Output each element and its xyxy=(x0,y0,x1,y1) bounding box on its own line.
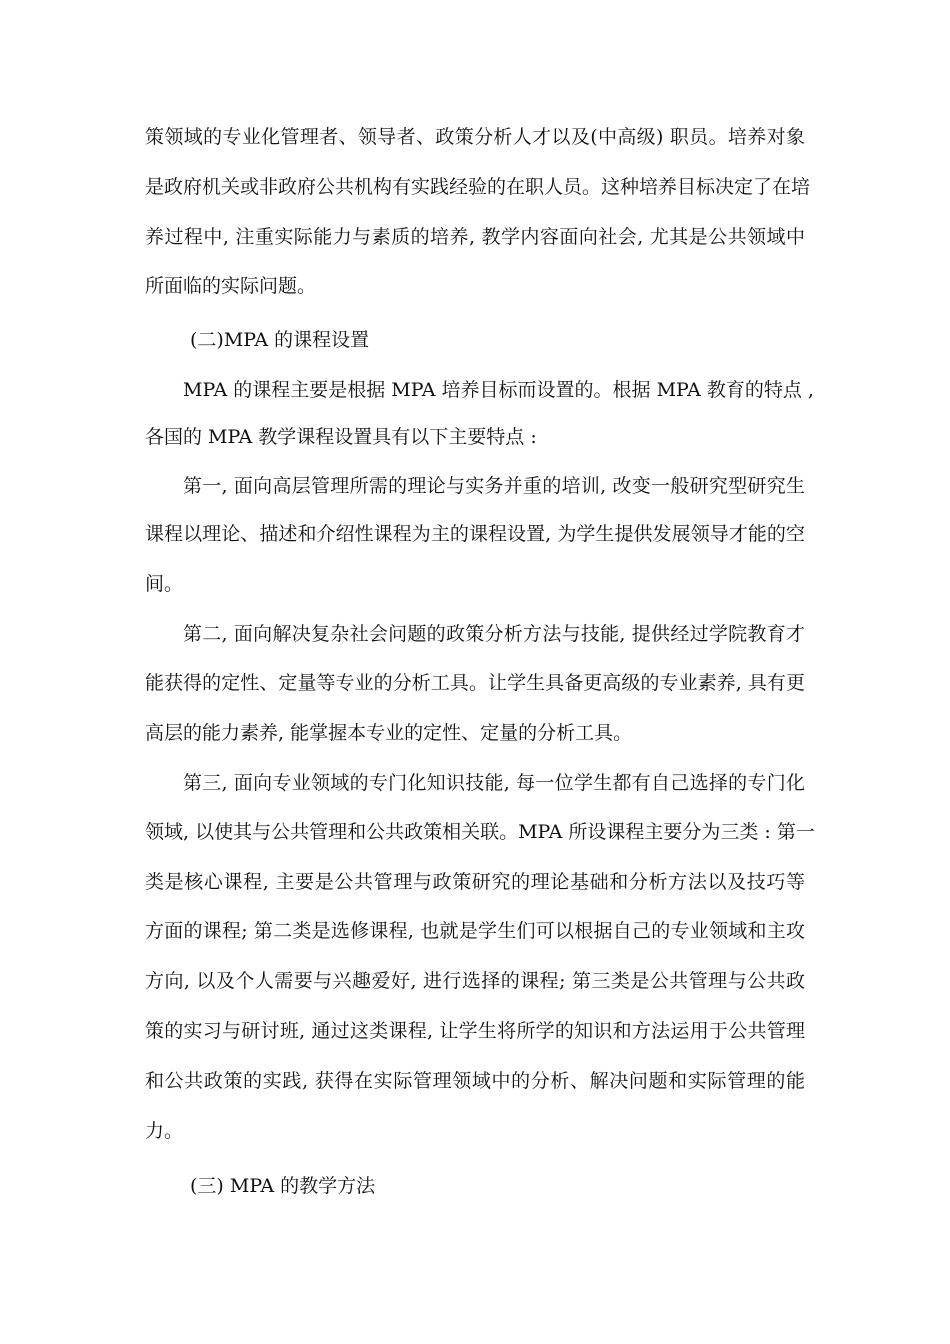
paragraph-line: 策的实习与研讨班, 通过这类课程, 让学生将所学的知识和方法运用于公共管理 xyxy=(145,1020,805,1042)
paragraph-line: MPA 的课程主要是根据 MPA 培养目标而设置的。根据 MPA 教育的特点 , xyxy=(183,379,814,401)
paragraph-line: 力。 xyxy=(145,1120,184,1142)
paragraph-line: 间。 xyxy=(145,573,184,595)
paragraph-line: 和公共政策的实践, 获得在实际管理领域中的分析、解决问题和实际管理的能 xyxy=(145,1070,805,1092)
paragraph-line: 第一, 面向高层管理所需的理论与实务并重的培训, 改变一般研究型研究生 xyxy=(183,475,805,497)
section-heading: (三) MPA 的教学方法 xyxy=(190,1175,376,1197)
paragraph-line: 策领域的专业化管理者、领导者、政策分析人才以及(中高级) 职员。培养对象 xyxy=(145,126,805,148)
paragraph-line: 课程以理论、描述和介绍性课程为主的课程设置, 为学生提供发展领导才能的空 xyxy=(145,523,805,545)
paragraph-line: 能获得的定性、定量等专业的分析工具。让学生具备更高级的专业素养, 具有更 xyxy=(145,672,805,694)
paragraph-line: 第二, 面向解决复杂社会问题的政策分析方法与技能, 提供经过学院教育才 xyxy=(183,623,805,645)
paragraph-line: 类是核心课程, 主要是公共管理与政策研究的理论基础和分析方法以及技巧等 xyxy=(145,871,805,893)
paragraph-line: 高层的能力素养, 能掌握本专业的定性、定量的分析工具。 xyxy=(145,722,633,744)
section-heading: (二)MPA 的课程设置 xyxy=(190,329,370,351)
paragraph-line: 所面临的实际问题。 xyxy=(145,275,317,297)
paragraph-line: 是政府机关或非政府公共机构有实践经验的在职人员。这种培养目标决定了在培 xyxy=(145,176,811,198)
paragraph-line: 方向, 以及个人需要与兴趣爱好, 进行选择的课程; 第三类是公共管理与公共政 xyxy=(145,970,805,992)
paragraph-line: 方面的课程; 第二类是选修课程, 也就是学生们可以根据自己的专业领域和主攻 xyxy=(145,920,805,942)
paragraph-line: 养过程中, 注重实际能力与素质的培养, 教学内容面向社会, 尤其是公共领域中 xyxy=(145,226,805,248)
paragraph-line: 第三, 面向专业领域的专门化知识技能, 每一位学生都有自己选择的专门化 xyxy=(183,772,805,794)
paragraph-line: 各国的 MPA 教学课程设置具有以下主要特点 : xyxy=(145,426,537,448)
paragraph-line: 领域, 以使其与公共管理和公共政策相关联。MPA 所设课程主要分为三类 : 第一 xyxy=(145,821,815,843)
